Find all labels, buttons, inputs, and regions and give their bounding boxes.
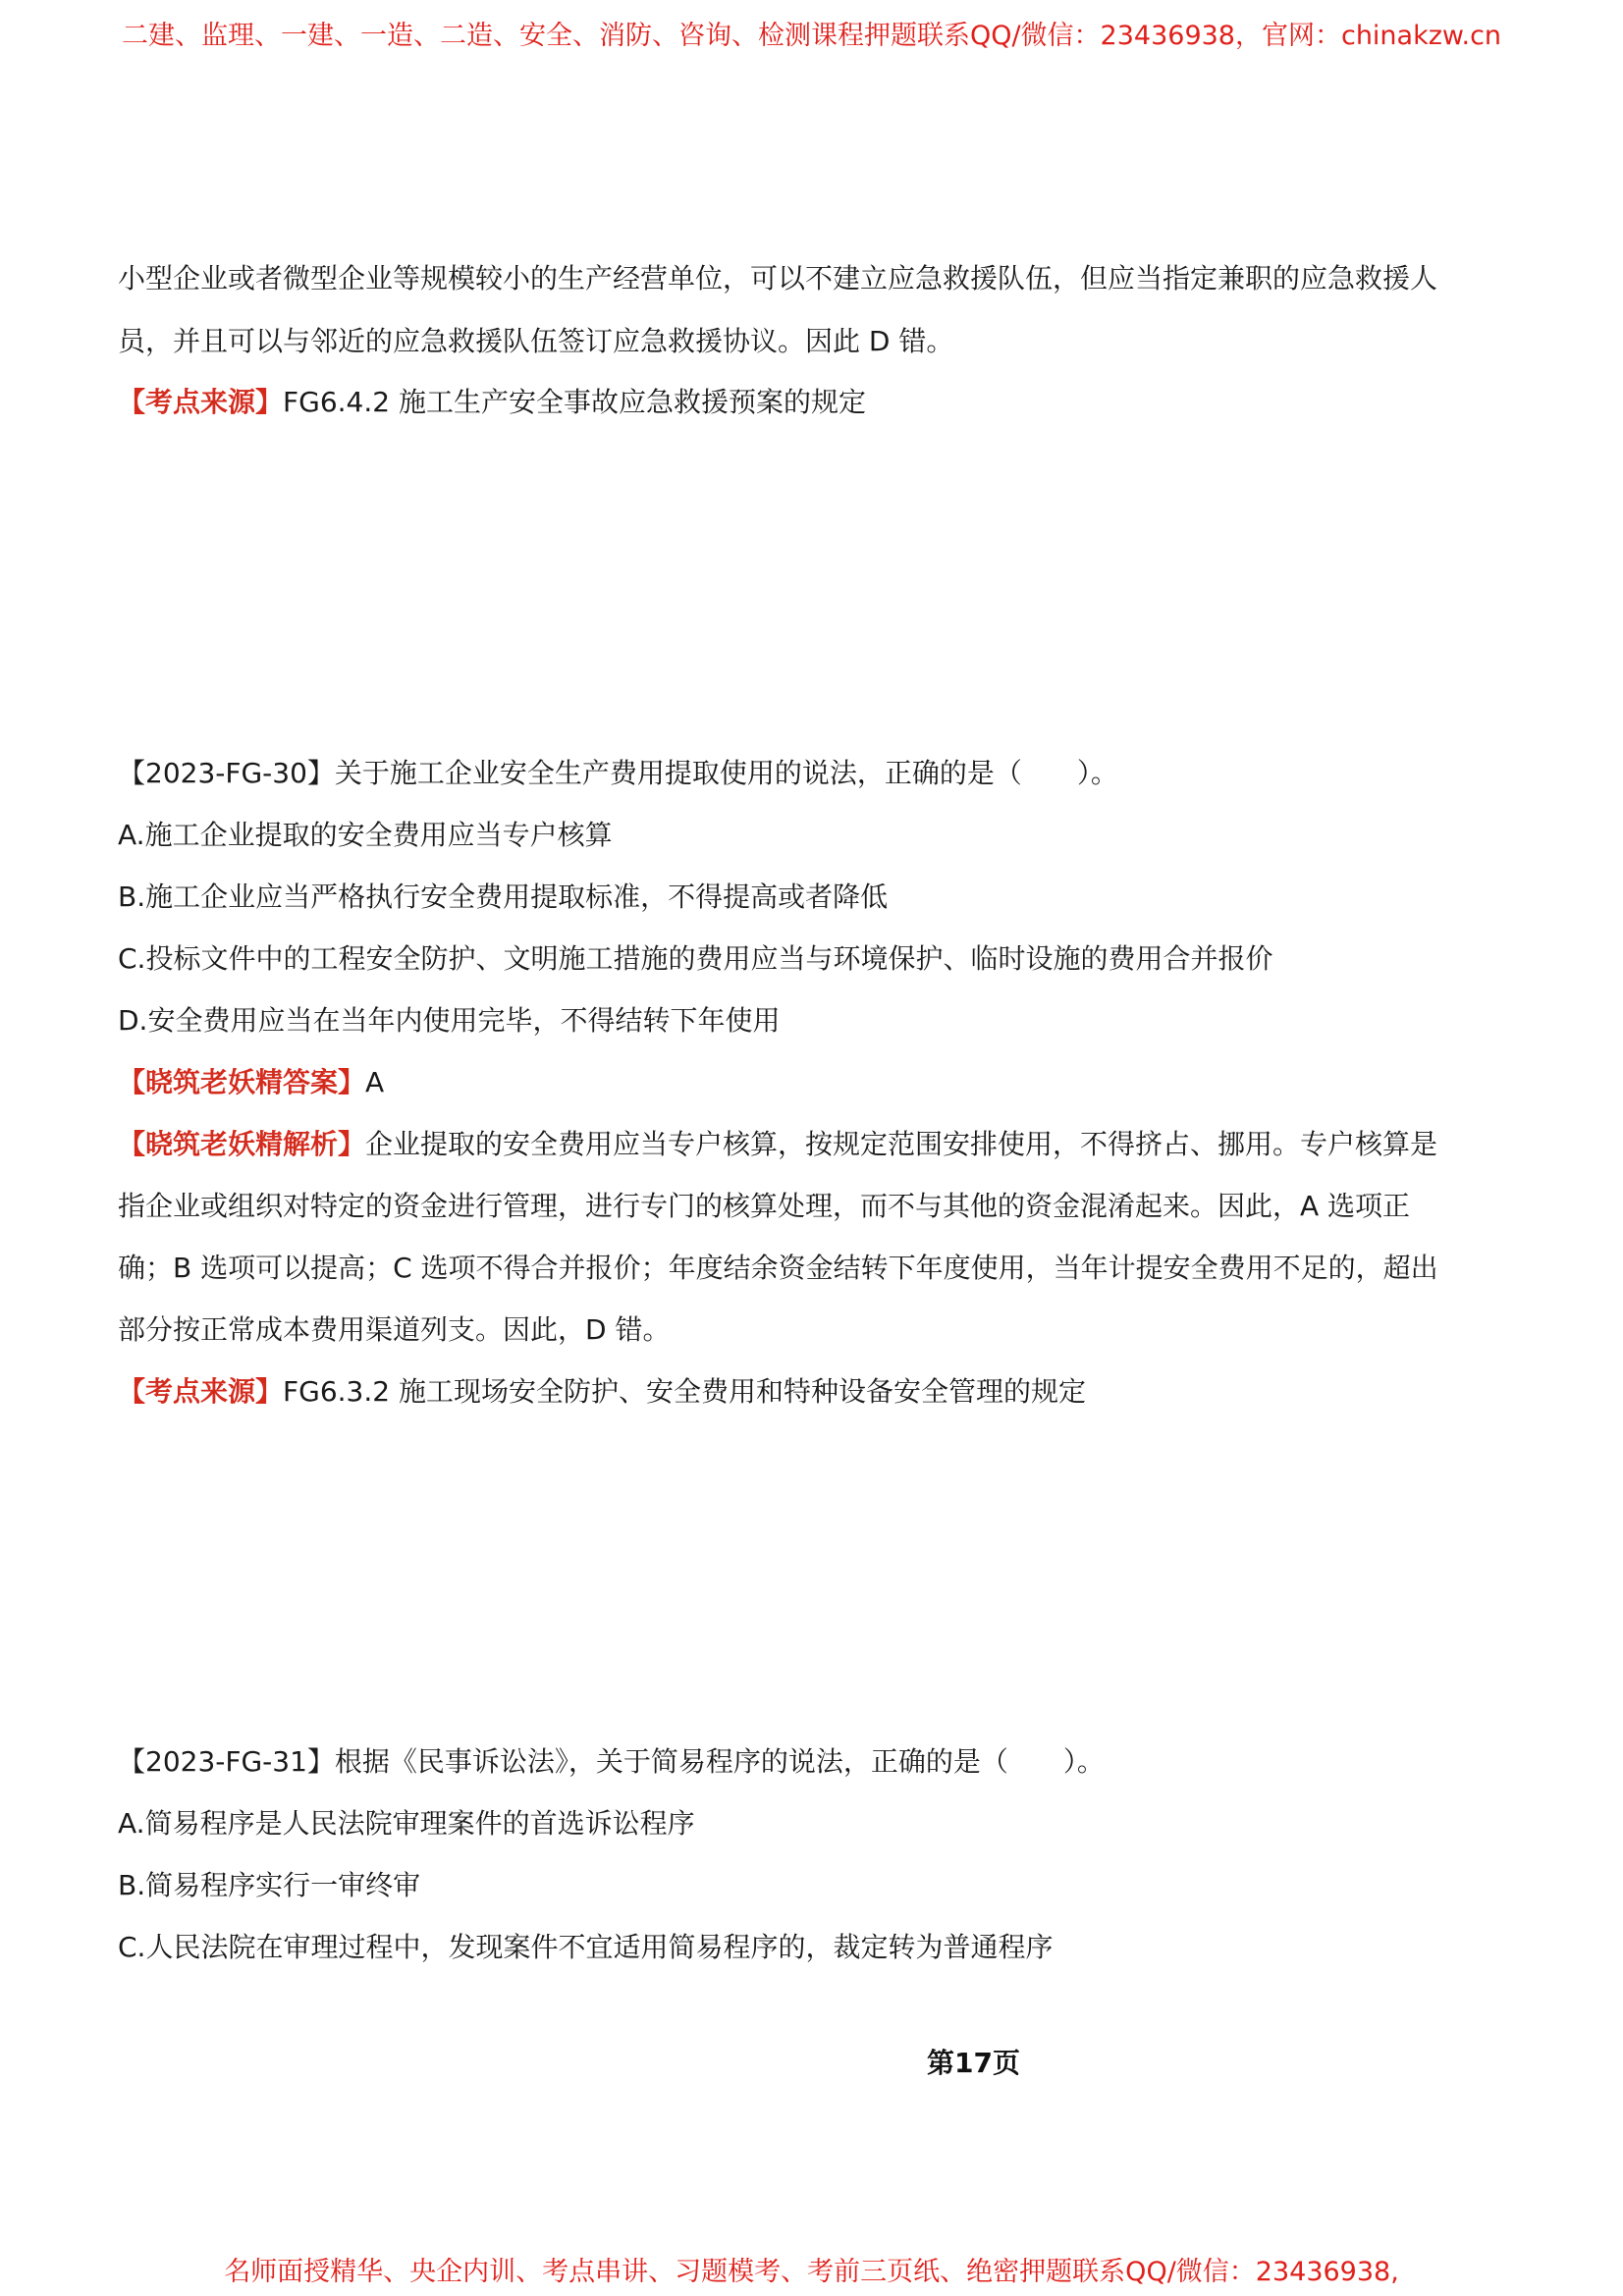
page-number: 第17页 xyxy=(927,2047,1020,2079)
q31-stem: 【2023-FG-31】根据《民事诉讼法》，关于简易程序的说法，正确的是（ ）。 xyxy=(118,1745,1105,1778)
source-label: 【考点来源】 xyxy=(118,386,284,418)
q30-stem: 【2023-FG-30】关于施工企业安全生产费用提取使用的说法，正确的是（ ）。 xyxy=(118,757,1118,789)
q30-analysis-line-1 xyxy=(118,1125,1437,1164)
q30-analysis-line-3: 确；B 选项可以提高；C 选项不得合并报价；年度结余资金结转下年度使用，当年计提安全费用不足的，超出 xyxy=(118,1252,1438,1284)
prev-source xyxy=(118,383,866,422)
analysis-label: 【晓筑老妖精解析】 xyxy=(118,1128,366,1160)
q31-option-c: C.人民法院在审理过程中，发现案件不宜适用简易程序的，裁定转为普通程序 xyxy=(118,1931,1054,1963)
q30-source xyxy=(118,1372,1086,1412)
answer-label: 【晓筑老妖精答案】 xyxy=(118,1066,366,1098)
q30-analysis-line-4: 部分按正常成本费用渠道列支。因此，D 错。 xyxy=(118,1313,671,1346)
q31-option-b: B.简易程序实行一审终审 xyxy=(118,1869,421,1901)
header-banner: 二建、监理、一建、一造、二造、安全、消防、咨询、检测课程押题联系QQ/微信：23436938，官网：chinakzw.cn xyxy=(121,21,1502,51)
q30-answer xyxy=(118,1063,384,1102)
answer-value: A xyxy=(365,1066,385,1098)
q30-analysis-line-2: 指企业或组织对特定的资金进行管理，进行专门的核算处理，而不与其他的资金混淆起来。因此，A 选项正 xyxy=(118,1190,1411,1222)
source-text: FG6.3.2 施工现场安全防护、安全费用和特种设备安全管理的规定 xyxy=(283,1375,1086,1408)
footer-banner: 名师面授精华、央企内训、考点串讲、习题模考、考前三页纸、绝密押题联系QQ/微信：23436938, xyxy=(224,2257,1399,2287)
q30-option-b: B.施工企业应当严格执行安全费用提取标准，不得提高或者降低 xyxy=(118,881,889,913)
q30-option-d: D.安全费用应当在当年内使用完毕，不得结转下年使用 xyxy=(118,1004,781,1037)
q30-option-a: A.施工企业提取的安全费用应当专户核算 xyxy=(118,819,613,851)
prev-explanation-line-1: 小型企业或者微型企业等规模较小的生产经营单位，可以不建立应急救援队伍，但应当指定兼职的应急救援人 xyxy=(118,262,1438,294)
source-label: 【考点来源】 xyxy=(118,1375,284,1408)
q30-option-c: C.投标文件中的工程安全防护、文明施工措施的费用应当与环境保护、临时设施的费用合并报价 xyxy=(118,942,1273,975)
source-text: FG6.4.2 施工生产安全事故应急救援预案的规定 xyxy=(283,386,866,418)
analysis-text: 企业提取的安全费用应当专户核算，按规定范围安排使用，不得挤占、挪用。专户核算是 xyxy=(365,1128,1438,1160)
q31-option-a: A.简易程序是人民法院审理案件的首选诉讼程序 xyxy=(118,1807,695,1840)
prev-explanation-line-2: 员，并且可以与邻近的应急救援队伍签订应急救援协议。因此 D 错。 xyxy=(118,325,954,357)
